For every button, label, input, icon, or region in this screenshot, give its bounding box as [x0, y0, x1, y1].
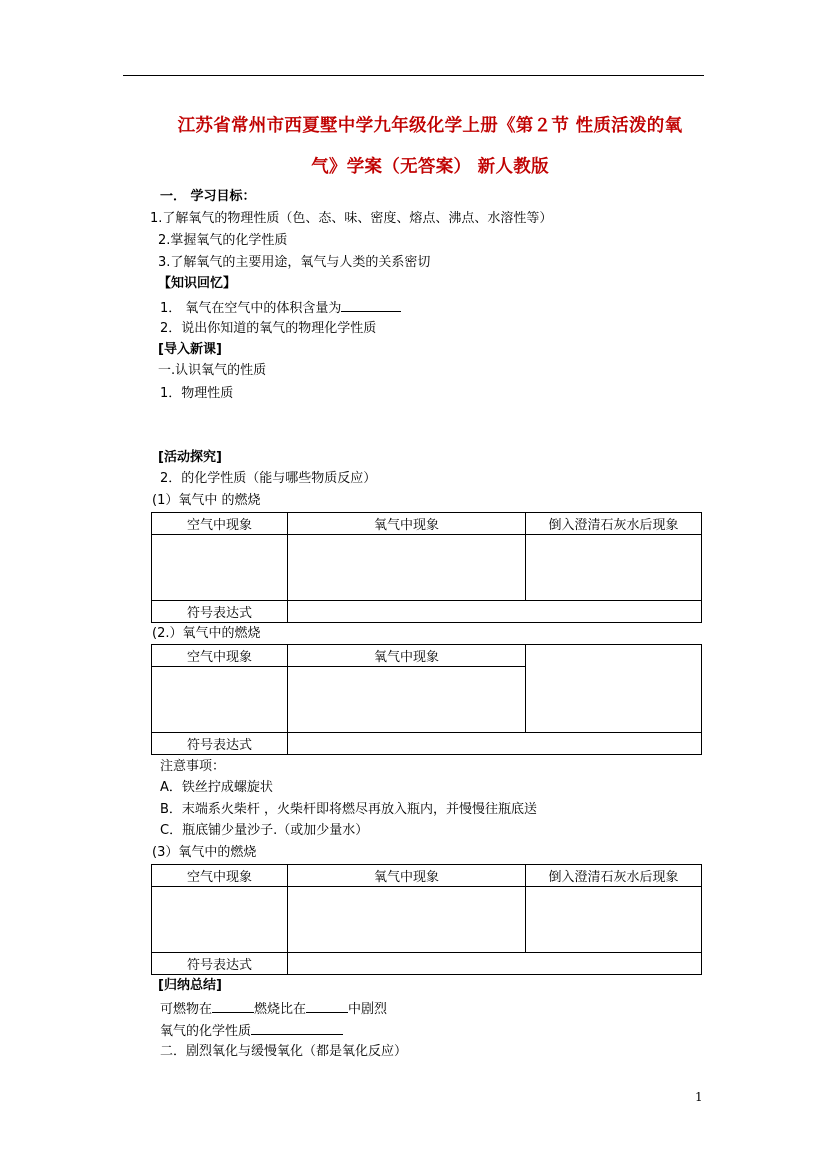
note-c: C．瓶底铺少量沙子.（或加少量水） — [160, 823, 369, 838]
table2-col-air: 空气中现象 — [152, 645, 288, 667]
intro-item-1: 一.认识氧气的性质 — [158, 363, 267, 378]
activity-item-1: 2．的化学性质（能与哪些物质反应） — [160, 471, 377, 486]
page-number: 1 — [695, 1090, 703, 1104]
table3-footer-label: 符号表达式 — [152, 953, 288, 975]
goal-item-1: 1.了解氧气的物理性质（色、态、味、密度、熔点、沸点、水溶性等） — [150, 211, 553, 226]
summary-line-2: 氧气的化学性质 — [160, 1022, 343, 1040]
table1-cell-limewater[interactable] — [526, 535, 702, 601]
goal-item-2: 2.掌握氧气的化学性质 — [158, 233, 288, 248]
recall-item-1: 1． 氧气在空气中的体积含量为 — [160, 299, 401, 317]
table1-footer-cell[interactable] — [288, 601, 702, 623]
table3-cell-air[interactable] — [152, 887, 288, 953]
table-2 — [151, 644, 702, 755]
answer-blank[interactable] — [212, 1000, 254, 1013]
table1-footer-label: 符号表达式 — [152, 601, 288, 623]
table1-col-limewater: 倒入澄清石灰水后现象 — [526, 513, 702, 535]
activity-heading: [活动探究] — [158, 450, 222, 465]
table3-cell-oxygen[interactable] — [288, 887, 526, 953]
table1-col-air: 空气中现象 — [152, 513, 288, 535]
recall-heading: 【知识回忆】 — [158, 276, 237, 291]
intro-heading: [导入新课] — [158, 342, 222, 357]
table3-col-air: 空气中现象 — [152, 865, 288, 887]
summary-line-1: 可燃物在 燃烧比在 中剧烈 — [160, 1002, 388, 1017]
table2-caption: (2.）氧气中的燃烧 — [152, 626, 261, 641]
table3-footer-cell[interactable] — [288, 953, 702, 975]
table3-cell-limewater[interactable] — [526, 887, 702, 953]
table2-col-oxygen: 氧气中现象 — [288, 645, 526, 667]
table3-col-oxygen: 氧气中现象 — [288, 865, 526, 887]
goal-item-3: 3.了解氧气的主要用途，氧气与人类的关系密切 — [158, 255, 431, 270]
table-3 — [151, 864, 702, 975]
table2-footer-label: 符号表达式 — [152, 733, 288, 755]
table-1 — [151, 512, 702, 623]
note-a: A．铁丝拧成螺旋状 — [160, 780, 273, 795]
answer-blank[interactable] — [341, 299, 401, 312]
table1-cell-air[interactable] — [152, 535, 288, 601]
answer-blank[interactable] — [251, 1022, 343, 1035]
goals-heading: 一． 学习目标： — [160, 189, 256, 204]
table2-side-cell[interactable] — [526, 645, 702, 733]
summary-line-3: 二．剧烈氧化与缓慢氧化（都是氧化反应） — [160, 1044, 408, 1059]
table2-cell-air[interactable] — [152, 667, 288, 733]
intro-item-2: 1．物理性质 — [160, 386, 234, 401]
note-b: B．末端系火柴杆 ，火柴杆即将燃尽再放入瓶内，并慢慢往瓶底送 — [160, 802, 538, 817]
table2-footer-cell[interactable] — [288, 733, 702, 755]
answer-blank[interactable] — [306, 1000, 348, 1013]
header-rule — [123, 75, 704, 76]
table1-caption: (1）氧气中 的燃烧 — [152, 493, 261, 508]
table1-col-oxygen: 氧气中现象 — [288, 513, 526, 535]
doc-title-line2: 气》学案（无答案） 新人教版 — [311, 157, 549, 177]
table2-cell-oxygen[interactable] — [288, 667, 526, 733]
table3-col-limewater: 倒入澄清石灰水后现象 — [526, 865, 702, 887]
table1-cell-oxygen[interactable] — [288, 535, 526, 601]
summary-heading: [归纳总结] — [158, 978, 222, 993]
notes-heading: 注意事项： — [160, 759, 226, 774]
table3-caption: (3）氧气中的燃烧 — [152, 845, 257, 860]
doc-title-line1: 江苏省常州市西夏墅中学九年级化学上册《第２节 性质活泼的氧 — [177, 116, 683, 136]
recall-item-2: 2．说出你知道的氧气的物理化学性质 — [160, 321, 377, 336]
